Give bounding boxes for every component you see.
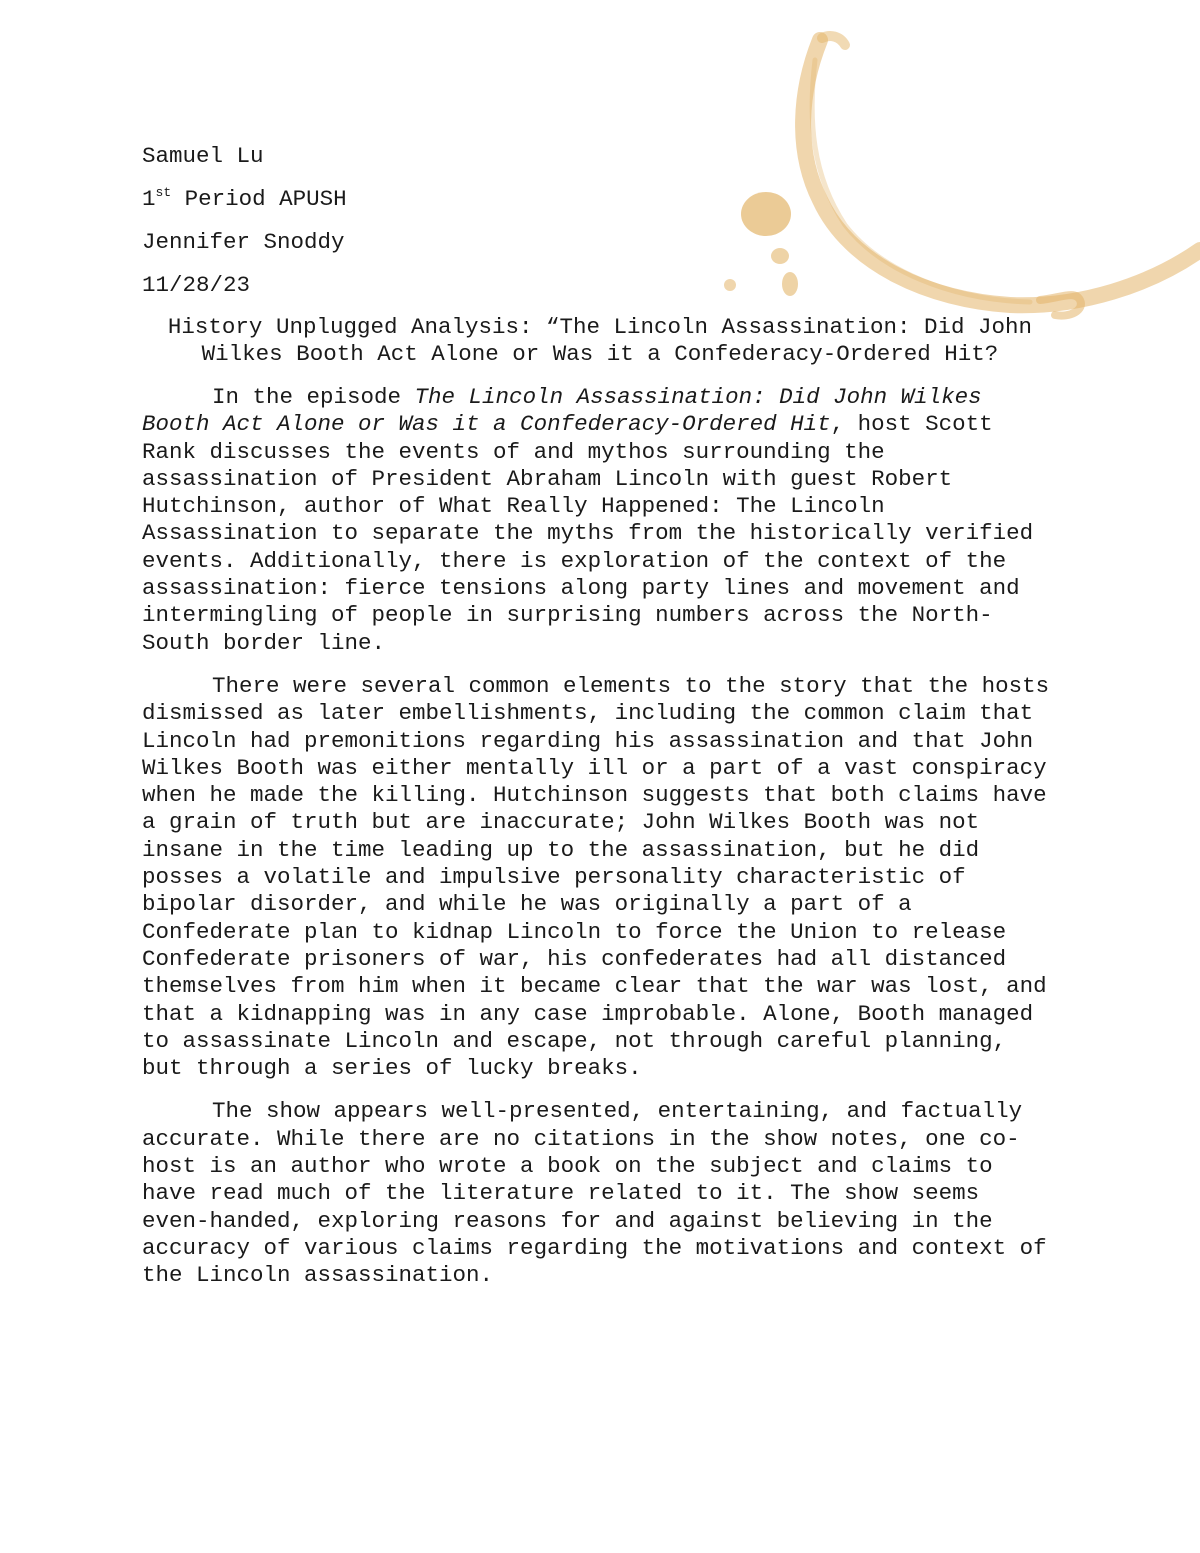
document-title: History Unplugged Analysis: “The Lincoln Assassination: Did John Wilkes Booth Act Alone or Was it a Confederacy-Ordered Hit?	[167, 314, 1033, 367]
student-name: Samuel Lu	[142, 143, 264, 169]
period-number: 1	[142, 186, 156, 212]
period-ordinal: st	[155, 185, 172, 200]
paragraph-1-prefix: In the episode	[212, 384, 415, 410]
episode-title: The Lincoln Assassination: Did John Wilkes Booth Act Alone or Was it a Confederacy-Ordered Hit	[142, 384, 982, 438]
paragraph-3: The show appears well-presented, entertaining, and factually accurate. While there are no citations in the show notes, one co-host is an author who wrote a book on the subject and claims to have read much of the literature related to it. The show seems even-handed, exploring reasons for and against believing in the accuracy of various claims regarding the motivations and context of the Lincoln assassination.	[142, 1098, 1047, 1289]
period-course: Period APUSH	[171, 186, 347, 212]
paragraph-2: There were several common elements to the story that the hosts dismissed as later embellishments, including the common claim that Lincoln had premonitions regarding his assassination and that John Wilkes Booth was either mentally ill or a part of a vast conspiracy when he made the killing. Hutchinson suggests that both claims have a grain of truth but are inaccurate; John Wilkes Booth was not insane in the time leading up to the assassination, but he did posses a volatile and impulsive personality characteristic of bipolar disorder, and while he was originally a part of a Confederate plan to kidnap Lincoln to force the Union to release Confederate prisoners of war, his confederates had all distanced themselves from him when it became clear that the war was lost, and that a kidnapping was in any case improbable. Alone, Booth managed to assassinate Lincoln and escape, not through careful planning, but through a series of lucky breaks.	[142, 672, 1050, 1082]
teacher-name: Jennifer Snoddy	[142, 229, 345, 255]
paragraph-1	[142, 384, 1058, 657]
document-body	[142, 384, 1058, 1306]
document-date: 11/28/23	[142, 272, 251, 298]
class-period	[142, 186, 347, 212]
paragraph-1-rest: , host Scott Rank discusses the events of and mythos surrounding the assassination of President Abraham Lincoln with guest Robert Hutchinson, author of What Really Happened: The Lincoln Assassination to separate the myths from the historically verified events. Additionally, there is exploration of the context of the assassination: fierce tensions along party lines and movement and intermingling of people in surprising numbers across the North-South border line.	[142, 411, 1034, 656]
